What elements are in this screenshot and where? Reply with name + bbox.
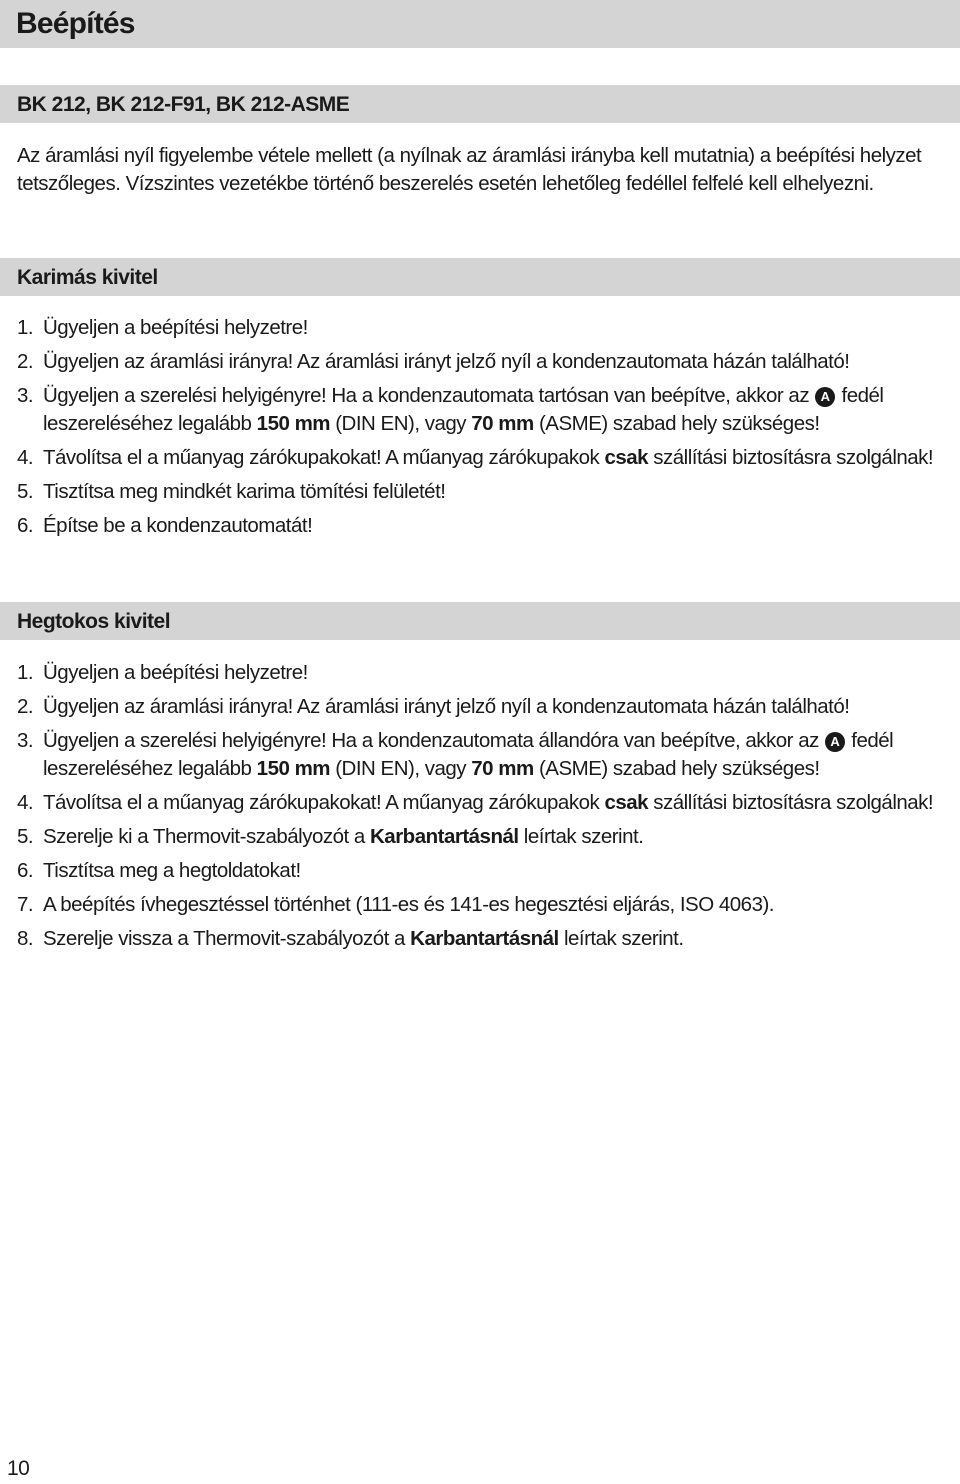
model-heading-bar (0, 85, 960, 123)
list-item (17, 693, 937, 721)
step-text: Építse be a kondenzautomatát! (43, 514, 313, 537)
step-text: Távolítsa el a műanyag zárókupakokat! A műanyag zárókupakok (43, 446, 600, 469)
step-text: Tisztítsa meg mindkét karima tömítési felületét! (43, 480, 446, 503)
step-number: 8. (17, 927, 34, 950)
welded-steps (17, 659, 937, 959)
step-text: Ügyeljen az áramlási irányra! Az áramlási irányt jelző nyíl a kondenzautomata házán található! (43, 695, 850, 718)
step-text: fedél leszereléséhez legalább (43, 729, 894, 780)
step-number: 7. (17, 893, 34, 916)
step-text: Tisztítsa meg a hegtoldatokat! (43, 859, 301, 882)
list-item (17, 478, 937, 506)
step-text: A beépítés ívhegesztéssel történhet (111-es és 141-es hegesztési eljárás, ISO 4063). (43, 893, 774, 916)
step-text: fedél leszereléséhez legalább (43, 384, 884, 435)
step-emphasis: csak (604, 791, 649, 814)
list-item (17, 823, 937, 851)
welded-heading: Hegtokos kivitel (17, 610, 171, 633)
step-number: 4. (17, 446, 34, 469)
step-emphasis: csak (604, 446, 649, 469)
step-number: 2. (17, 695, 34, 718)
step-number: 1. (17, 661, 34, 684)
welded-heading-bar (0, 602, 960, 640)
step-number: 1. (17, 316, 34, 339)
model-heading: BK 212, BK 212-F91, BK 212-ASME (17, 93, 350, 116)
list-item (17, 925, 937, 953)
step-text: leírtak szerint. (523, 825, 644, 848)
step-text: (ASME) szabad hely szükséges! (538, 412, 820, 435)
step-text: (DIN EN), vagy (335, 757, 467, 780)
step-number: 3. (17, 384, 34, 407)
step-number: 2. (17, 350, 34, 373)
step-number: 5. (17, 825, 34, 848)
step-text: Ügyeljen a beépítési helyzetre! (43, 316, 308, 339)
step-text: Távolítsa el a műanyag zárókupakokat! A műanyag zárókupakok (43, 791, 600, 814)
step-number: 5. (17, 480, 34, 503)
step-emphasis: 150 mm (256, 412, 331, 435)
step-emphasis: Karbantartásnál (370, 825, 519, 848)
step-emphasis: 150 mm (256, 757, 331, 780)
list-item (17, 659, 937, 687)
step-number: 6. (17, 514, 34, 537)
list-item (17, 314, 937, 342)
flanged-steps (17, 314, 937, 546)
flanged-heading-bar (0, 258, 960, 296)
step-text: Szerelje vissza a Thermovit-szabályozót a (43, 927, 405, 950)
step-number: 6. (17, 859, 34, 882)
page-title: Beépítés (16, 7, 135, 40)
page-number: 10 (7, 1457, 30, 1480)
list-item (17, 512, 937, 540)
list-item (17, 382, 937, 438)
step-number: 4. (17, 791, 34, 814)
list-item (17, 891, 937, 919)
step-text: Ügyeljen a beépítési helyzetre! (43, 661, 308, 684)
step-number: 3. (17, 729, 34, 752)
title-bar (0, 0, 960, 48)
list-item (17, 727, 937, 783)
list-item (17, 789, 937, 817)
step-text: Ügyeljen a szerelési helyigényre! Ha a kondenzautomata állandóra van beépítve, akkor az (43, 729, 819, 752)
list-item (17, 348, 937, 376)
marker-a-icon: A (825, 732, 845, 752)
step-text: leírtak szerint. (563, 927, 684, 950)
step-text: szállítási biztosításra szolgálnak! (653, 446, 934, 469)
step-text: Ügyeljen az áramlási irányra! Az áramlási irányt jelző nyíl a kondenzautomata házán található! (43, 350, 850, 373)
flanged-heading: Karimás kivitel (17, 266, 158, 289)
step-text: Ügyeljen a szerelési helyigényre! Ha a kondenzautomata tartósan van beépítve, akkor az (43, 384, 810, 407)
intro-paragraph: Az áramlási nyíl figyelembe vétele mellett (a nyílnak az áramlási irányba kell mutatnia) a beépítési helyzet tetszőleges. Vízszintes vezetékbe történő beszerelés esetén lehetőleg fedéllel felfelé kell elhelyezni. (17, 144, 922, 195)
step-text: Szerelje ki a Thermovit-szabályozót a (43, 825, 365, 848)
step-emphasis: Karbantartásnál (410, 927, 559, 950)
step-text: szállítási biztosításra szolgálnak! (653, 791, 934, 814)
step-text: (DIN EN), vagy (335, 412, 467, 435)
step-text: (ASME) szabad hely szükséges! (538, 757, 820, 780)
list-item (17, 444, 937, 472)
step-emphasis: 70 mm (471, 412, 534, 435)
step-emphasis: 70 mm (471, 757, 534, 780)
list-item (17, 857, 937, 885)
marker-a-icon: A (815, 387, 835, 407)
